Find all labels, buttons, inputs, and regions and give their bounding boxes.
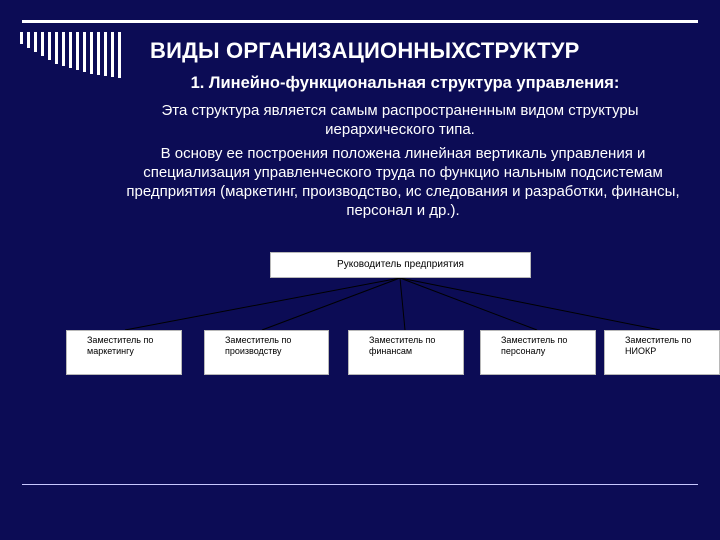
paragraph-definition: Эта структура является самым распространенным видом структуры иерархического типа. [161,102,639,138]
connector-line-production [262,278,400,330]
org-deputy-label: Заместитель по НИОКР [625,335,692,356]
org-deputy-box-production [204,330,329,375]
connector-line-marketing [125,278,400,330]
org-deputy-box-finance [348,330,464,375]
org-head-box [270,252,531,278]
org-head-label: Руководитель предприятия [337,259,464,270]
org-deputy-label: Заместитель по производству [225,335,292,356]
org-deputy-box-marketing [66,330,182,375]
slide-subtitle: 1. Линейно-функциональная структура управления: [190,74,620,92]
connector-line-personnel [400,278,537,330]
org-deputy-label: Заместитель по финансам [369,335,436,356]
connector-line-rnd [400,278,660,330]
paragraph-description: В основу ее построения положена линейная вертикаль управления и специализация управленческого труда по функцио нальным подсистемам предприятия (маркетинг, производство, ис следования и разработки, финансы, персонал и др.). [126,145,680,219]
org-deputy-box-personnel [480,330,596,375]
org-deputy-box-rnd [604,330,720,375]
org-deputy-label: Заместитель по маркетингу [87,335,154,356]
connector-line-finance [400,278,405,330]
org-deputy-label: Заместитель по персоналу [501,335,568,356]
slide-title: ВИДЫ ОРГАНИЗАЦИОННЫХСТРУКТУР [150,38,580,63]
bottom-divider [22,484,698,485]
